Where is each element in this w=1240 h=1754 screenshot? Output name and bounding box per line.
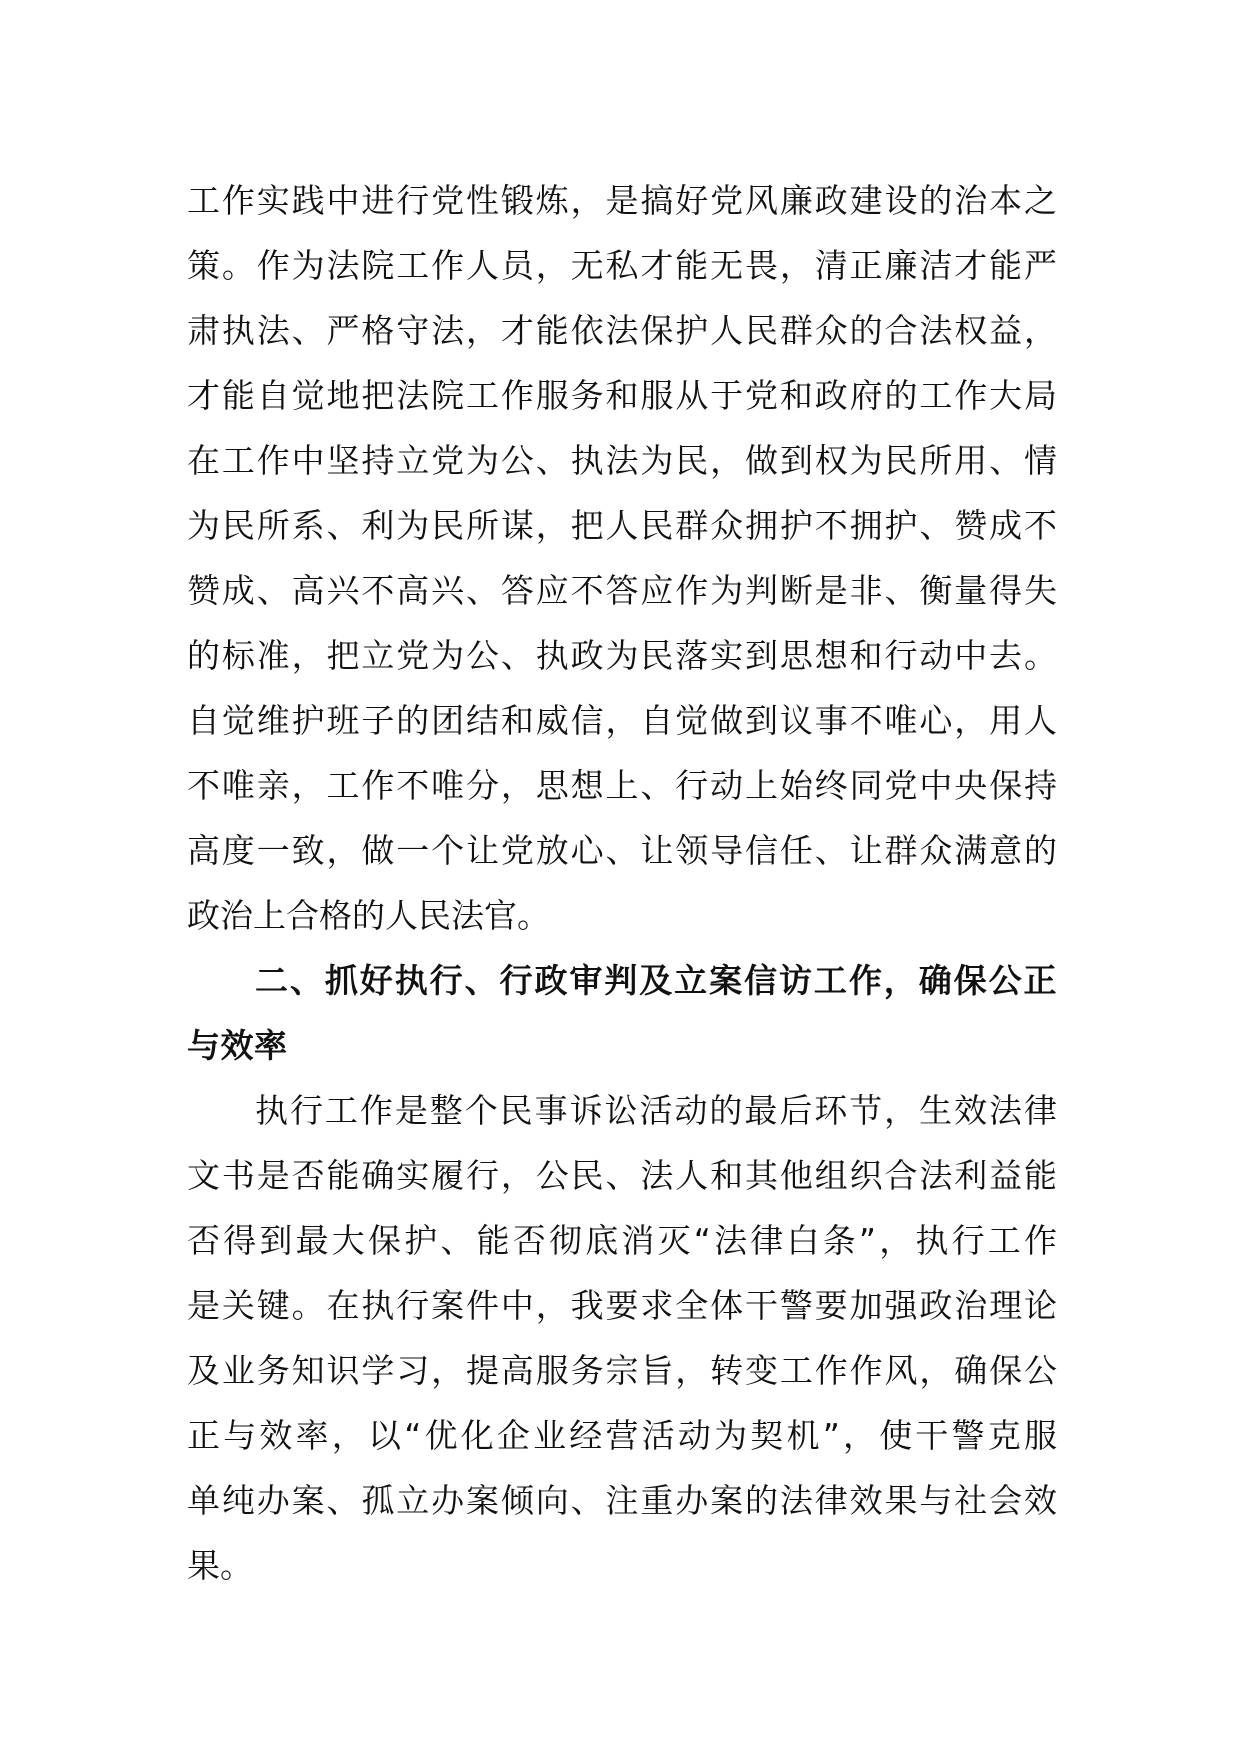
section-heading — [187, 948, 1057, 1078]
text-line: 及业务知识学习，提高服务宗旨，转变工作作风，确保公 — [187, 1351, 1057, 1390]
paragraph-enforcement-work — [187, 1078, 1057, 1598]
text-line: 肃执法、严格守法，才能依法保护人民群众的合法权益， — [187, 311, 1057, 350]
paragraph-party-building — [187, 168, 1057, 948]
text-line: 执行工作是整个民事诉讼活动的最后环节，生效法律 — [255, 1091, 1057, 1130]
text-line: 的标准，把立党为公、执政为民落实到思想和行动中去。 — [187, 636, 1057, 675]
text-line: 为民所系、利为民所谋，把人民群众拥护不拥护、赞成不 — [187, 506, 1057, 545]
text-line: 才能自觉地把法院工作服务和服从于党和政府的工作大局 — [187, 376, 1057, 415]
heading-line: 二、抓好执行、行政审判及立案信访工作，确保公正 — [255, 961, 1057, 1000]
text-line: 单纯办案、孤立办案倾向、注重办案的法律效果与社会效 — [187, 1481, 1057, 1520]
text-line: 高度一致，做一个让党放心、让领导信任、让群众满意的 — [187, 831, 1057, 870]
text-line: 果。 — [187, 1546, 253, 1585]
text-line: 政治上合格的人民法官。 — [187, 896, 550, 935]
text-line: 是关键。在执行案件中，我要求全体干警要加强政治理论 — [187, 1286, 1057, 1325]
text-line: 文书是否能确实履行，公民、法人和其他组织合法利益能 — [187, 1156, 1057, 1195]
heading-line: 与效率 — [187, 1026, 288, 1065]
text-line: 否得到最大保护、能否彻底消灭“法律白条”，执行工作 — [187, 1221, 1057, 1260]
text-line: 自觉维护班子的团结和威信，自觉做到议事不唯心，用人 — [187, 701, 1057, 740]
text-line: 不唯亲，工作不唯分，思想上、行动上始终同党中央保持 — [187, 766, 1057, 805]
text-line: 在工作中坚持立党为公、执法为民，做到权为民所用、情 — [187, 441, 1057, 480]
text-line: 策。作为法院工作人员，无私才能无畏，清正廉洁才能严 — [187, 246, 1057, 285]
document-body — [187, 168, 1057, 1598]
text-line: 工作实践中进行党性锻炼，是搞好党风廉政建设的治本之 — [187, 181, 1057, 220]
text-line: 正与效率，以“优化企业经营活动为契机”，使干警克服 — [187, 1416, 1057, 1455]
text-line: 赞成、高兴不高兴、答应不答应作为判断是非、衡量得失 — [187, 571, 1057, 610]
